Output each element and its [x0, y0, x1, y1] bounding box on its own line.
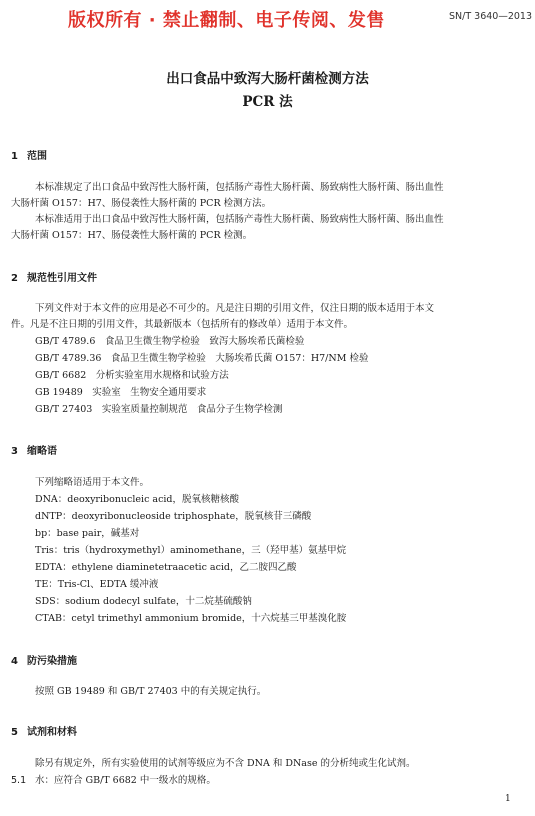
section-title: 防污染措施: [27, 656, 77, 667]
section-1-heading: [11, 147, 47, 162]
section-1-line: 本标准适用于出口食品中致泻性大肠杆菌，包括肠产毒性大肠杆菌、肠致病性大肠杆菌、肠出血性: [35, 214, 444, 225]
section-title: 规范性引用文件: [27, 273, 97, 284]
clause-text: 水：应符合 GB/T 6682 中一级水的规格。: [35, 775, 216, 786]
section-2-line: 件。凡是不注日期的引用文件，其最新版本（包括所有的修改单）适用于本文件。: [11, 319, 354, 330]
section-2-line: 下列文件对于本文件的应用是必不可少的。凡是注日期的引用文件，仅注日期的版本适用于本文: [35, 303, 435, 314]
abbreviation-line: bp：base pair，碱基对: [35, 528, 140, 539]
section-3-heading: [11, 442, 57, 457]
copyright-watermark: 版权所有 · 禁止翻制、电子传阅、发售: [68, 10, 385, 31]
section-5-line: 除另有规定外，所有实验使用的试剂等级应为不含 DNA 和 DNase 的分析纯或生化试剂。: [35, 758, 416, 769]
section-4-line: 按照 GB 19489 和 GB/T 27403 中的有关规定执行。: [35, 686, 267, 697]
section-1-line: 大肠杆菌 O157：H7、肠侵袭性大肠杆菌的 PCR 检测方法。: [11, 198, 272, 209]
section-title: 范围: [27, 151, 47, 162]
abbreviation-line: EDTA：ethylene diaminetetraacetic acid，乙二胺四乙酸: [35, 562, 297, 573]
section-number: 4: [11, 656, 18, 667]
page-number: 1: [505, 794, 511, 804]
abbreviation-line: SDS：sodium dodecyl sulfate，十二烷基硫酸钠: [35, 596, 252, 607]
section-1-line: 大肠杆菌 O157：H7、肠侵袭性大肠杆菌的 PCR 检测。: [11, 230, 253, 241]
section-4-heading: [11, 652, 77, 667]
abbreviation-line: CTAB：cetyl trimethyl ammonium bromide，十六烷基三甲基溴化胺: [35, 613, 347, 624]
reference-item: GB/T 4789.36 食品卫生微生物学检验 大肠埃希氏菌 O157：H7/NM 检验: [35, 353, 369, 364]
section-2-heading: [11, 269, 97, 284]
clause-5-1: [11, 774, 216, 788]
section-title: 缩略语: [27, 446, 57, 457]
section-5-heading: [11, 723, 77, 738]
section-number: 1: [11, 151, 18, 162]
reference-item: GB/T 27403 实验室质量控制规范 食品分子生物学检测: [35, 404, 283, 415]
document-subtitle: PCR 法: [242, 94, 293, 110]
section-number: 5: [11, 727, 18, 738]
reference-item: GB/T 6682 分析实验室用水规格和试验方法: [35, 370, 229, 381]
abbreviation-line: DNA：deoxyribonucleic acid，脱氧核糖核酸: [35, 494, 240, 505]
standard-number: SN/T 3640—2013: [449, 11, 533, 22]
reference-item: GB/T 4789.6 食品卫生微生物学检验 致泻大肠埃希氏菌检验: [35, 336, 305, 347]
abbreviation-line: 下列缩略语适用于本文件。: [35, 477, 150, 488]
document-title: 出口食品中致泻大肠杆菌检测方法: [166, 71, 369, 87]
section-number: 3: [11, 446, 18, 457]
section-1-line: 本标准规定了出口食品中致泻性大肠杆菌，包括肠产毒性大肠杆菌、肠致病性大肠杆菌、肠出血性: [35, 182, 444, 193]
abbreviation-line: Tris：tris（hydroxymethyl）aminomethane，三（羟甲基）氨基甲烷: [35, 545, 347, 556]
clause-number: 5.1: [11, 775, 27, 786]
section-number: 2: [11, 273, 18, 284]
section-title: 试剂和材料: [27, 727, 77, 738]
abbreviation-line: TE：Tris-Cl、EDTA 缓冲液: [35, 579, 159, 590]
reference-item: GB 19489 实验室 生物安全通用要求: [35, 387, 207, 398]
abbreviation-line: dNTP：deoxyribonucleoside triphosphate，脱氧核苷三磷酸: [35, 511, 312, 522]
